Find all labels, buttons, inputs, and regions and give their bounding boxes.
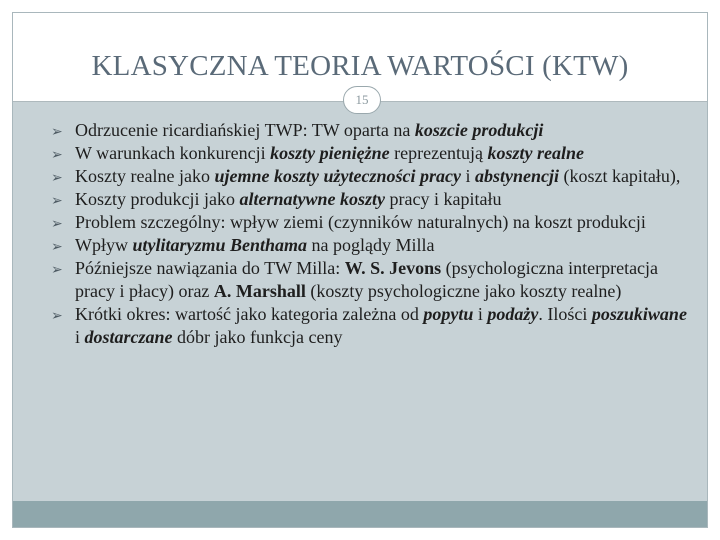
bullet-text: Problem szczególny: wpływ ziemi (czynników naturalnych) na koszt produkcji (75, 212, 646, 232)
arrowhead-bullet-icon: ➢ (51, 308, 63, 324)
bullet-text: Koszty realne jako ujemne koszty użyteczności pracy i abstynencji (koszt kapitału), (75, 166, 681, 186)
bullet-text: Odrzucenie ricardiańskiej TWP: TW oparta na koszcie produkcji (75, 120, 544, 140)
arrowhead-bullet-icon: ➢ (51, 193, 63, 209)
bullet-item (13, 119, 707, 142)
arrowhead-bullet-icon: ➢ (51, 147, 63, 163)
bullet-item (13, 188, 707, 211)
arrowhead-bullet-icon: ➢ (51, 124, 63, 140)
bullet-text: Koszty produkcji jako alternatywne koszty pracy i kapitału (75, 189, 502, 209)
bullet-item (13, 211, 707, 234)
arrowhead-bullet-icon: ➢ (51, 262, 63, 278)
bullet-text: Wpływ utylitaryzmu Benthama na poglądy Milla (75, 235, 435, 255)
arrowhead-bullet-icon: ➢ (51, 170, 63, 186)
slide-title: KLASYCZNA TEORIA WARTOŚCI (KTW) (91, 50, 629, 82)
bullet-item (13, 257, 707, 303)
page-number-badge: 15 (343, 86, 381, 114)
bullet-item (13, 165, 707, 188)
bullet-text: Późniejsze nawiązania do TW Milla: W. S. Jevons (psychologiczna interpretacja pracy i płacy) oraz A. Marshall (koszty psychologiczne jako koszty realne) (75, 258, 659, 301)
bullet-text: Krótki okres: wartość jako kategoria zależna od popytu i podaży. Ilości poszukiwane i dostarczane dóbr jako funkcja ceny (75, 304, 687, 347)
footer-band (13, 501, 707, 528)
slide (12, 12, 708, 528)
arrowhead-bullet-icon: ➢ (51, 239, 63, 255)
arrowhead-bullet-icon: ➢ (51, 216, 63, 232)
bullet-list (13, 119, 707, 349)
bullet-item (13, 234, 707, 257)
bullet-item (13, 142, 707, 165)
bullet-item (13, 303, 707, 349)
bullet-text: W warunkach konkurencji koszty pieniężne reprezentują koszty realne (75, 143, 585, 163)
